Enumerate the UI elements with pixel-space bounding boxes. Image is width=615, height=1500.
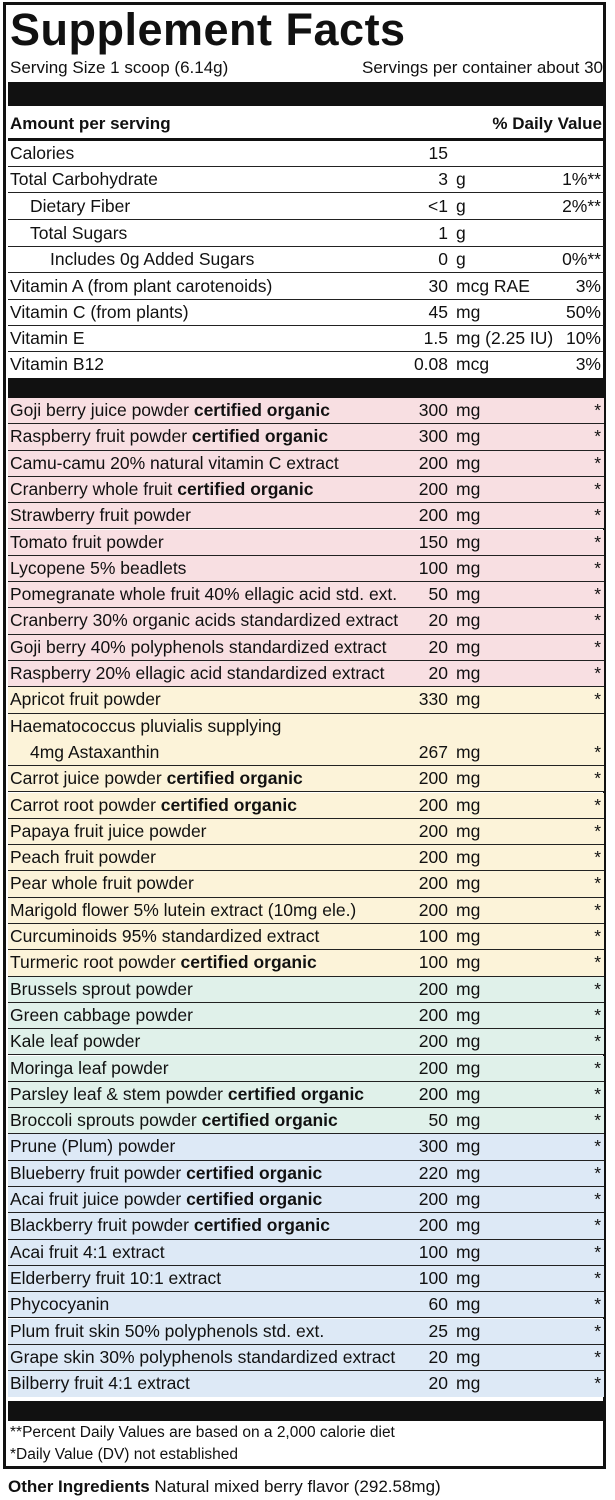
ingredient-row: [8, 608, 604, 634]
nutrient-name: Dietary Fiber: [30, 196, 131, 216]
ingredient-amount: 50: [428, 584, 448, 605]
ingredient-name: [10, 714, 281, 739]
ingredient-daily-value: *: [594, 820, 601, 841]
ingredient-amount: 150: [418, 531, 448, 552]
ingredient-name: [10, 503, 191, 528]
ingredient-name-text: Goji berry juice powder: [10, 400, 189, 420]
nutrient-row: [8, 167, 604, 193]
ingredient-row: [8, 950, 604, 976]
ingredient-amount: 200: [418, 794, 448, 815]
ingredient-name: [10, 977, 193, 1002]
ingredient-daily-value: *: [594, 1215, 601, 1236]
ingredient-name: [10, 1266, 221, 1291]
ingredient-row: [8, 1371, 604, 1397]
ingredient-name-text: Tomato fruit powder: [10, 531, 164, 552]
ingredient-name-text: Kale leaf powder: [10, 1031, 141, 1052]
nutrient-row: [8, 247, 604, 273]
ingredient-name-text: Curcuminoids 95% standardized extract: [10, 926, 320, 946]
ingredient-name-text: Marigold flower 5% lutein extract (10mg ele.): [10, 899, 357, 920]
ingredient-row: [8, 714, 604, 767]
ingredient-daily-value: *: [594, 952, 601, 973]
ingredient-name-text: Pomegranate whole fruit 40% ellagic acid std. ext.: [10, 584, 398, 605]
ingredient-daily-value: *: [594, 452, 601, 473]
ingredient-row: [8, 1187, 604, 1213]
nutrient-row: [8, 141, 604, 167]
ingredient-daily-value: *: [594, 1267, 601, 1288]
ingredient-daily-value: *: [594, 926, 601, 946]
amount-per-serving-header: Amount per serving: [10, 114, 171, 133]
nutrient-row: [8, 326, 604, 352]
certified-organic-label: certified organic: [166, 768, 303, 789]
ingredient-amount: 100: [418, 926, 448, 946]
ingredient-daily-value: *: [594, 847, 601, 868]
ingredient-amount: 20: [428, 663, 448, 683]
ingredient-name-text: Blackberry fruit powder: [10, 1215, 189, 1236]
ingredient-row: [8, 661, 604, 687]
nutrient-amount: 15: [428, 143, 448, 163]
nutrient-amount: 3: [438, 169, 448, 189]
ingredient-daily-value: *: [594, 1294, 601, 1315]
ingredient-row: [8, 766, 604, 792]
ingredient-daily-value: *: [594, 636, 601, 657]
ingredient-name-text: Acai fruit 4:1 extract: [10, 1241, 165, 1262]
ingredient-unit: mg: [456, 1346, 481, 1367]
nutrient-daily-value: 10%: [565, 328, 601, 348]
ingredient-row: [8, 845, 604, 871]
ingredient-name: [10, 1161, 322, 1186]
ingredient-amount: 200: [418, 1004, 448, 1025]
thick-divider-top: [8, 82, 604, 106]
ingredient-amount: 200: [418, 478, 448, 499]
ingredient-daily-value: *: [594, 400, 601, 420]
ingredient-daily-value: *: [594, 610, 601, 631]
ingredient-name-text: Turmeric root powder: [10, 952, 176, 973]
ingredient-name: [10, 819, 207, 844]
ingredient-unit: mg: [456, 978, 481, 999]
certified-organic-label: certified organic: [193, 400, 330, 420]
ingredient-amount: 100: [418, 1267, 448, 1288]
ingredient-unit: mg: [456, 689, 481, 710]
ingredient-daily-value: *: [594, 1004, 601, 1025]
ingredient-daily-value: *: [594, 873, 601, 894]
ingredient-daily-value: *: [594, 978, 601, 999]
ingredient-row: [8, 582, 604, 608]
ingredient-daily-value: *: [594, 1110, 601, 1131]
ingredient-daily-value: *: [594, 1241, 601, 1262]
ingredient-amount: 200: [418, 847, 448, 868]
nutrient-amount: <1: [428, 196, 448, 216]
ingredient-unit: mg: [456, 768, 481, 789]
nutrient-row: [8, 352, 604, 378]
ingredient-row: [8, 898, 604, 924]
ingredient-row: [8, 503, 604, 529]
ingredient-row: [8, 687, 604, 713]
ingredient-row: [8, 1292, 604, 1318]
ingredient-amount: 200: [418, 1057, 448, 1078]
nutrient-unit: mcg RAE: [456, 276, 530, 296]
daily-value-header: % Daily Value: [492, 114, 602, 133]
ingredient-row: [8, 451, 604, 477]
ingredient-daily-value: *: [594, 1320, 601, 1341]
ingredient-row: [8, 398, 604, 424]
ingredient-name-text: Broccoli sprouts powder: [10, 1110, 197, 1131]
certified-organic-label: certified organic: [177, 478, 314, 499]
ingredient-row: [8, 1319, 604, 1345]
ingredient-row: [8, 1240, 604, 1266]
ingredient-unit: mg: [456, 426, 481, 447]
ingredient-name: [10, 1082, 364, 1107]
ingredient-row: [8, 477, 604, 503]
ingredient-row: [8, 1345, 604, 1371]
ingredient-amount: 220: [418, 1162, 448, 1183]
certified-organic-label: certified organic: [160, 794, 297, 815]
ingredient-daily-value: *: [594, 1346, 601, 1367]
ingredient-name: [10, 661, 385, 686]
ingredient-unit: mg: [456, 584, 481, 605]
nutrient-unit: g: [456, 196, 466, 216]
ingredient-name-text: Lycopene 5% beadlets: [10, 557, 187, 578]
nutrient-amount: 30: [428, 276, 448, 296]
ingredient-name-text: Prune (Plum) powder: [10, 1136, 176, 1157]
ingredient-name: [10, 1029, 140, 1054]
ingredient-row: [8, 1161, 604, 1187]
ingredient-daily-value: *: [594, 768, 601, 789]
ingredient-name: [10, 424, 328, 449]
ingredient-row: [8, 819, 604, 845]
other-ingredients-label: Other Ingredients: [8, 1477, 150, 1496]
ingredient-name: [10, 1371, 190, 1396]
ingredient-amount: 20: [428, 1346, 448, 1367]
ingredient-name-text: Phycocyanin: [10, 1294, 110, 1315]
ingredient-amount: 200: [418, 1031, 448, 1052]
ingredient-name-text: Raspberry fruit powder: [10, 426, 188, 447]
ingredient-unit: mg: [456, 1004, 481, 1025]
ingredient-unit: mg: [456, 531, 481, 552]
ingredient-amount: 200: [418, 768, 448, 789]
nutrient-unit: g: [456, 223, 466, 243]
ingredient-daily-value: *: [594, 1189, 601, 1209]
ingredient-unit: mg: [456, 557, 481, 578]
nutrient-row: [8, 193, 604, 220]
ingredient-name: [10, 477, 313, 502]
ingredient-name-text: Cranberry whole fruit: [10, 478, 173, 499]
ingredient-row: [8, 1082, 604, 1108]
ingredient-row: [8, 1056, 604, 1082]
ingredient-unit: mg: [456, 1241, 481, 1262]
ingredient-amount: 200: [418, 1083, 448, 1104]
ingredient-unit: mg: [456, 741, 481, 762]
thick-divider-middle: [8, 378, 604, 398]
ingredient-daily-value: *: [594, 741, 601, 762]
ingredient-name: [10, 950, 317, 975]
ingredient-unit: mg: [456, 1110, 481, 1131]
nutrient-amount: 0.08: [413, 354, 448, 374]
ingredient-amount: 267: [418, 741, 448, 762]
nutrient-name: Total Sugars: [30, 223, 128, 243]
ingredient-unit: mg: [456, 1294, 481, 1315]
nutrient-amount: 1: [438, 223, 448, 243]
ingredient-name-text: Pear whole fruit powder: [10, 873, 194, 894]
ingredient-unit: mg: [456, 610, 481, 631]
nutrient-amount: 0: [438, 249, 448, 269]
ingredient-name: [10, 1187, 322, 1212]
nutrient-daily-value: 0%**: [562, 249, 601, 269]
nutrient-unit: g: [456, 249, 466, 269]
ingredient-unit: mg: [456, 847, 481, 868]
ingredient-name: [10, 1108, 338, 1133]
certified-organic-label: certified organic: [180, 952, 317, 973]
ingredient-name-text: Cranberry 30% organic acids standardized extract: [10, 610, 399, 631]
ingredient-name-text: Camu-camu 20% natural vitamin C extract: [10, 452, 339, 473]
ingredient-row: [8, 793, 604, 819]
ingredient-row: [8, 871, 604, 897]
ingredient-name: [10, 398, 330, 423]
nutrient-daily-value: 3%: [575, 354, 601, 374]
ingredient-unit: mg: [456, 1320, 481, 1341]
ingredient-row: [8, 977, 604, 1003]
ingredient-name: [10, 582, 397, 607]
nutrient-unit: g: [456, 169, 466, 189]
certified-organic-label: certified organic: [186, 1162, 323, 1183]
ingredient-amount: 330: [418, 689, 448, 710]
ingredient-daily-value: *: [594, 794, 601, 815]
ingredient-name-text: Brussels sprout powder: [10, 978, 193, 999]
ingredient-amount: 300: [418, 426, 448, 447]
nutrient-amount: 45: [428, 302, 448, 322]
ingredient-amount: 300: [418, 400, 448, 420]
ingredient-name-text: Moringa leaf powder: [10, 1057, 169, 1078]
ingredient-amount: 200: [418, 452, 448, 473]
ingredient-daily-value: *: [594, 1136, 601, 1157]
ingredient-unit: mg: [456, 1162, 481, 1183]
nutrient-daily-value: 2%**: [562, 196, 601, 216]
ingredient-unit: mg: [456, 899, 481, 920]
ingredient-amount: 200: [418, 899, 448, 920]
serving-size: Serving Size 1 scoop (6.14g): [10, 58, 229, 77]
ingredient-name-line2: 4mg Astaxanthin: [30, 741, 160, 762]
ingredient-unit: mg: [456, 663, 481, 683]
ingredient-name: [10, 687, 161, 712]
ingredient-unit: mg: [456, 952, 481, 973]
ingredient-amount: 25: [428, 1320, 448, 1341]
nutrient-name: Vitamin E: [10, 328, 85, 348]
certified-organic-label: certified organic: [186, 1189, 323, 1209]
ingredient-name-text: Elderberry fruit 10:1 extract: [10, 1267, 222, 1288]
ingredient-name-text: Grape skin 30% polyphenols standardized extract: [10, 1346, 396, 1367]
ingredient-daily-value: *: [594, 1162, 601, 1183]
ingredient-row: [8, 1108, 604, 1134]
ingredient-daily-value: *: [594, 478, 601, 499]
ingredient-name: [10, 451, 339, 476]
ingredient-name: [10, 1213, 330, 1238]
ingredient-name: [10, 635, 386, 660]
ingredient-daily-value: *: [594, 557, 601, 578]
ingredient-daily-value: *: [594, 689, 601, 710]
ingredient-row: [8, 556, 604, 582]
ingredient-unit: mg: [456, 1083, 481, 1104]
nutrient-daily-value: 1%**: [562, 169, 601, 189]
ingredient-daily-value: *: [594, 505, 601, 526]
thick-divider-bottom: [8, 1401, 604, 1421]
ingredient-name: [10, 530, 164, 555]
nutrient-name: Vitamin A (from plant carotenoids): [10, 276, 273, 296]
ingredient-name-text: Acai fruit juice powder: [10, 1189, 182, 1209]
ingredient-row: [8, 635, 604, 661]
ingredient-daily-value: *: [594, 663, 601, 683]
ingredient-unit: mg: [456, 505, 481, 526]
ingredient-amount: 20: [428, 1373, 448, 1394]
nutrient-row: [8, 300, 604, 326]
ingredient-name-text: Parsley leaf & stem powder: [10, 1083, 224, 1104]
ingredient-unit: mg: [456, 1031, 481, 1052]
nutrient-name: Includes 0g Added Sugars: [50, 249, 255, 269]
nutrient-name: Total Carbohydrate: [10, 169, 158, 189]
ingredient-name: [10, 556, 186, 581]
ingredient-daily-value: *: [594, 1373, 601, 1394]
ingredient-unit: mg: [456, 452, 481, 473]
ingredient-name: [10, 845, 156, 870]
ingredient-row: [8, 530, 604, 556]
ingredient-row: [8, 1003, 604, 1029]
nutrient-row: [8, 220, 604, 247]
ingredient-name-text: Apricot fruit powder: [10, 689, 161, 710]
ingredient-amount: 200: [418, 873, 448, 894]
ingredient-daily-value: *: [594, 899, 601, 920]
ingredient-name-text: Goji berry 40% polyphenols standardized extract: [10, 636, 387, 657]
ingredient-daily-value: *: [594, 1057, 601, 1078]
ingredient-amount: 20: [428, 610, 448, 631]
ingredient-row: [8, 1266, 604, 1292]
ingredient-name-text: Carrot root powder: [10, 794, 156, 815]
ingredient-amount: 200: [418, 978, 448, 999]
ingredient-amount: 100: [418, 952, 448, 973]
ingredient-amount: 300: [418, 1136, 448, 1157]
ingredient-amount: 100: [418, 1241, 448, 1262]
ingredient-name: [10, 1345, 395, 1370]
ingredient-name-text: Blueberry fruit powder: [10, 1162, 182, 1183]
nutrient-unit: mg: [456, 302, 481, 322]
nutrient-unit: mg (2.25 IU): [456, 328, 554, 348]
ingredient-unit: mg: [456, 478, 481, 499]
ingredient-name: [10, 1134, 175, 1159]
nutrient-daily-value: 50%: [565, 302, 601, 322]
ingredient-name: [10, 924, 319, 949]
ingredient-row: [8, 1213, 604, 1239]
ingredient-name: [10, 1319, 324, 1344]
ingredient-name: [10, 766, 303, 791]
other-ingredients: [8, 1477, 441, 1497]
ingredient-name: [10, 871, 194, 896]
ingredient-name: [10, 608, 398, 633]
ingredient-daily-value: *: [594, 426, 601, 447]
ingredient-name: [10, 1003, 193, 1028]
footnote-percent-dv: **Percent Daily Values are based on a 2,000 calorie diet: [10, 1424, 395, 1441]
certified-organic-label: certified organic: [227, 1083, 365, 1104]
ingredient-name: [10, 1292, 109, 1317]
nutrient-name: Vitamin B12: [10, 354, 105, 374]
ingredient-daily-value: *: [594, 531, 601, 552]
ingredient-unit: mg: [456, 820, 481, 841]
servings-per-container: Servings per container about 30: [362, 58, 603, 77]
certified-organic-label: certified organic: [191, 426, 329, 447]
ingredient-row: [8, 1029, 604, 1055]
ingredient-daily-value: *: [594, 584, 601, 605]
ingredient-unit: mg: [456, 1373, 481, 1394]
ingredient-amount: 200: [418, 1215, 448, 1236]
ingredient-amount: 200: [418, 505, 448, 526]
ingredient-row: [8, 1134, 604, 1160]
ingredient-amount: 200: [418, 820, 448, 841]
ingredient-row: [8, 424, 604, 450]
ingredient-unit: mg: [456, 400, 481, 420]
ingredient-name-text: Carrot juice powder: [10, 768, 162, 789]
panel-title: Supplement Facts: [10, 4, 406, 55]
ingredient-unit: mg: [456, 873, 481, 894]
ingredient-amount: 20: [428, 636, 448, 657]
nutrient-amount: 1.5: [423, 328, 448, 348]
footnote-dv-not-established: *Daily Value (DV) not established: [10, 1446, 239, 1463]
ingredient-unit: mg: [456, 926, 481, 946]
ingredient-unit: mg: [456, 1189, 481, 1209]
ingredient-amount: 60: [428, 1294, 448, 1315]
ingredient-unit: mg: [456, 1215, 481, 1236]
ingredient-amount: 100: [418, 557, 448, 578]
ingredient-unit: mg: [456, 1136, 481, 1157]
ingredient-unit: mg: [456, 636, 481, 657]
ingredient-unit: mg: [456, 1057, 481, 1078]
ingredient-name-text: Strawberry fruit powder: [10, 505, 191, 526]
nutrient-daily-value: 3%: [575, 276, 601, 296]
ingredient-name-text: Raspberry 20% ellagic acid standardized extract: [10, 663, 385, 683]
other-ingredients-text: Natural mixed berry flavor (292.58mg): [154, 1477, 441, 1496]
ingredient-name: [10, 793, 297, 818]
ingredient-amount: 50: [428, 1110, 448, 1131]
ingredient-name: [10, 898, 356, 923]
nutrient-unit: mcg: [456, 354, 490, 374]
ingredient-name-text: Haematococcus pluvialis supplying: [10, 715, 282, 736]
ingredient-amount: 200: [418, 1189, 448, 1209]
ingredient-row: [8, 924, 604, 950]
ingredient-name-text: Bilberry fruit 4:1 extract: [10, 1373, 190, 1394]
certified-organic-label: certified organic: [193, 1215, 330, 1236]
ingredient-unit: mg: [456, 1267, 481, 1288]
ingredient-daily-value: *: [594, 1031, 601, 1052]
certified-organic-label: certified organic: [201, 1110, 338, 1131]
ingredient-daily-value: *: [594, 1083, 601, 1104]
nutrient-row: [8, 273, 604, 300]
nutrient-name: Vitamin C (from plants): [10, 302, 189, 322]
nutrient-name: Calories: [10, 143, 75, 163]
ingredient-name-text: Plum fruit skin 50% polyphenols std. ext.: [10, 1320, 325, 1341]
ingredient-name-text: Papaya fruit juice powder: [10, 820, 207, 841]
ingredient-unit: mg: [456, 794, 481, 815]
ingredient-name-text: Peach fruit powder: [10, 847, 156, 868]
ingredient-name-text: Green cabbage powder: [10, 1004, 193, 1025]
ingredient-name: [10, 1240, 165, 1265]
ingredient-name: [10, 1056, 169, 1081]
